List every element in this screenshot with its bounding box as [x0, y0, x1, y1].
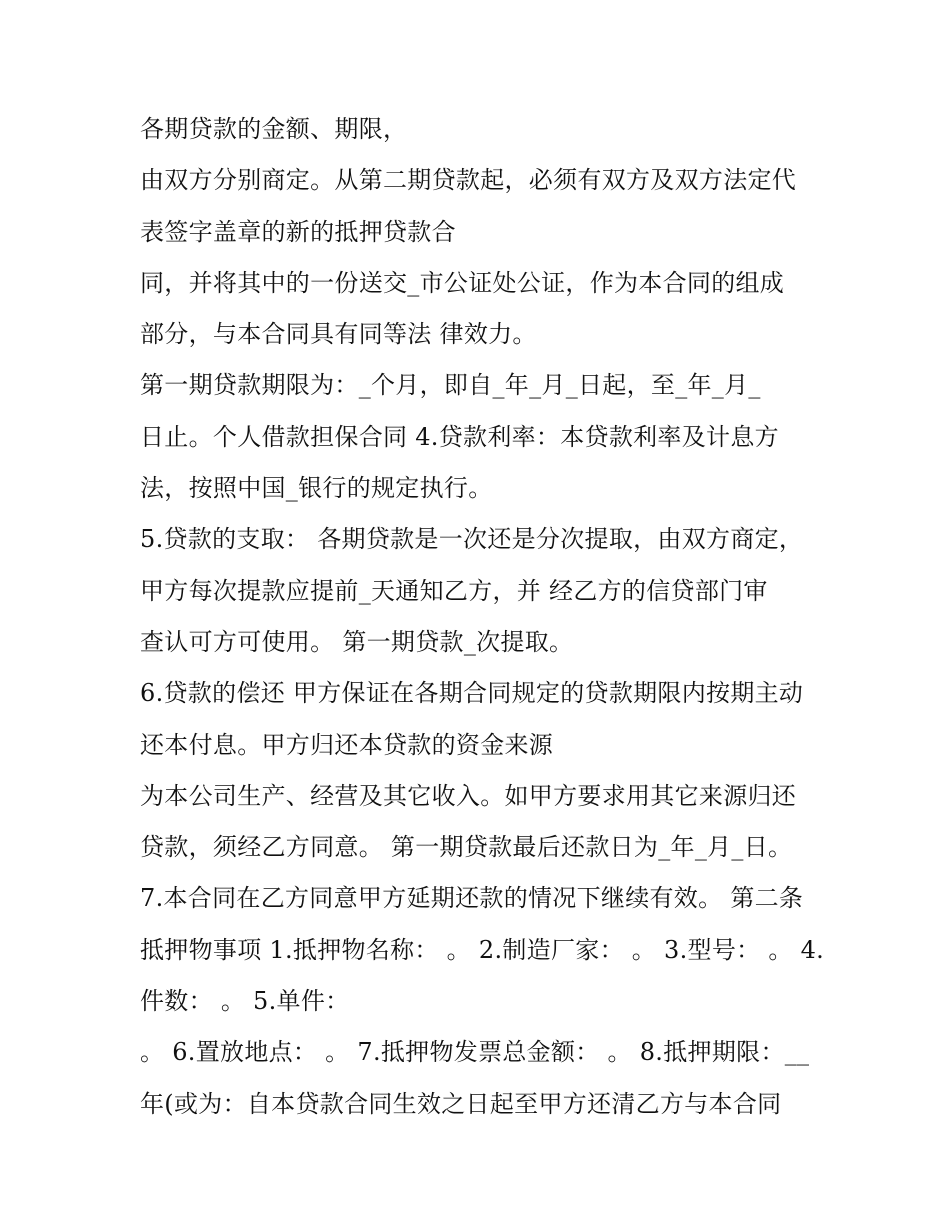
text-line: 件数： 。 5.单件：: [140, 987, 350, 1016]
text-line: 。 6.置放地点： 。 7.抵押物发票总金额： 。 8.抵押期限：__: [140, 1038, 810, 1067]
text-line: 表签字盖章的新的抵押贷款合: [140, 217, 456, 246]
text-line: 由双方分别商定。从第二期贷款起，必须有双方及双方法定代: [140, 166, 797, 195]
text-line: 部分，与本合同具有同等法 律效力。: [140, 320, 537, 349]
text-line: 贷款，须经乙方同意。 第一期贷款最后还款日为_年_月_日。: [140, 833, 793, 862]
text-line: 法，按照中国_银行的规定执行。: [140, 474, 493, 503]
text-line: 查认可方可使用。 第一期贷款_次提取。: [140, 627, 574, 656]
text-line: 6.贷款的偿还 甲方保证在各期合同规定的贷款期限内按期主动: [140, 679, 804, 708]
text-line: 年(或为：自本贷款合同生效之日起至甲方还清乙方与本合同: [140, 1089, 782, 1118]
text-line: 各期贷款的金额、期限，: [140, 115, 408, 143]
contract-text: [140, 104, 830, 1130]
text-line: 同，并将其中的一份送交_市公证处公证，作为本合同的组成: [140, 268, 785, 297]
text-line: 为本公司生产、经营及其它收入。如甲方要求用其它来源归还: [140, 781, 797, 810]
text-line: 日止。个人借款担保合同 4.贷款利率：本贷款利率及计息方: [140, 422, 779, 451]
text-line: 7.本合同在乙方同意甲方延期还款的情况下继续有效。 第二条: [140, 884, 804, 913]
text-line: 5.贷款的支取： 各期贷款是一次还是分次提取，由双方商定，: [140, 525, 804, 554]
text-line: 第一期贷款期限为：_个月，即自_年_月_日起，至_年_月_: [140, 371, 761, 400]
text-line: 还本付息。甲方归还本贷款的资金来源: [140, 730, 554, 759]
text-line: 抵押物事项 1.抵押物名称： 。 2.制造厂家： 。 3.型号： 。 4.: [140, 935, 825, 964]
text-line: 甲方每次提款应提前_天通知乙方，并 经乙方的信贷部门审: [140, 576, 768, 605]
